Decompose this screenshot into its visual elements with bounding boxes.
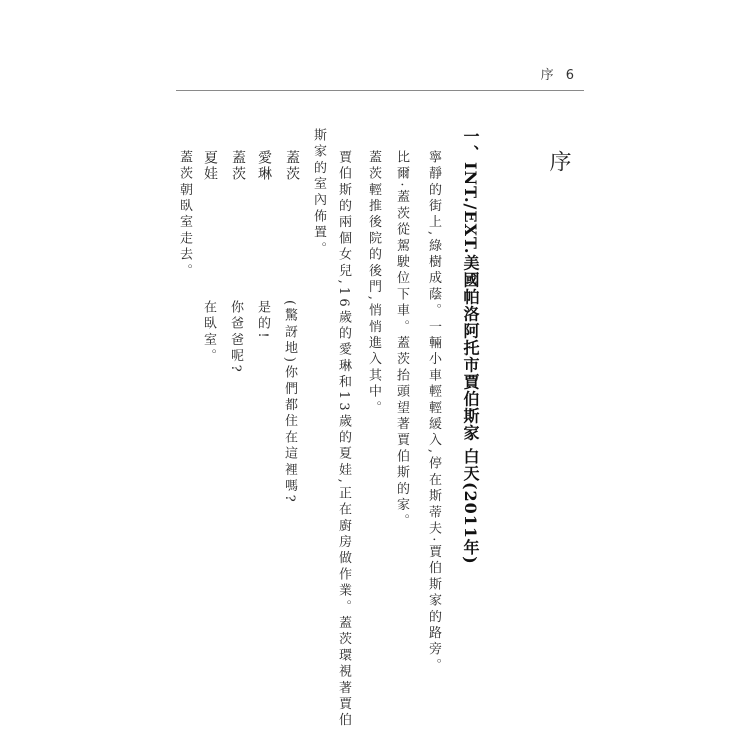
action-line-3: 蓋茨輕推後院的後門,悄悄進入其中。 xyxy=(366,150,381,417)
speaker-name: 夏娃 xyxy=(202,150,218,182)
action-line-1: 寧靜的街上,綠樹成蔭。一輛小車輕輕緩入,停在斯蒂夫·賈伯斯家的路旁。 xyxy=(426,150,441,675)
dialogue-line: (驚訝地)你們都住在這裡嗎? xyxy=(282,300,297,505)
closing-action-line: 蓋茨朝臥室走去。 xyxy=(177,150,192,280)
speaker-name: 蓋茨 xyxy=(230,150,246,182)
speaker-name: 蓋茨 xyxy=(284,150,300,182)
header-rule xyxy=(176,90,584,91)
dialogue-line: 是的! xyxy=(255,300,270,341)
action-line-5: 斯家的室內佈置。 xyxy=(311,128,326,258)
running-head: 序 6 xyxy=(540,68,578,83)
chapter-title: 序 xyxy=(546,150,571,178)
action-line-2: 比爾·蓋茨從駕駛位下車。蓋茨抬頭望著賈伯斯的家。 xyxy=(394,150,409,530)
action-line-4: 賈伯斯的兩個女兒,16歲的愛琳和13歲的夏娃,正在廚房做作業。蓋茨環視著賈伯 xyxy=(336,150,351,729)
scene-heading: 一、INT./EXT.美國帕洛阿托市賈伯斯家 白天(2011年) xyxy=(461,128,480,565)
dialogue-line: 在臥室。 xyxy=(201,300,216,365)
dialogue-line: 你爸爸呢? xyxy=(228,300,243,375)
speaker-name: 愛琳 xyxy=(256,150,272,182)
